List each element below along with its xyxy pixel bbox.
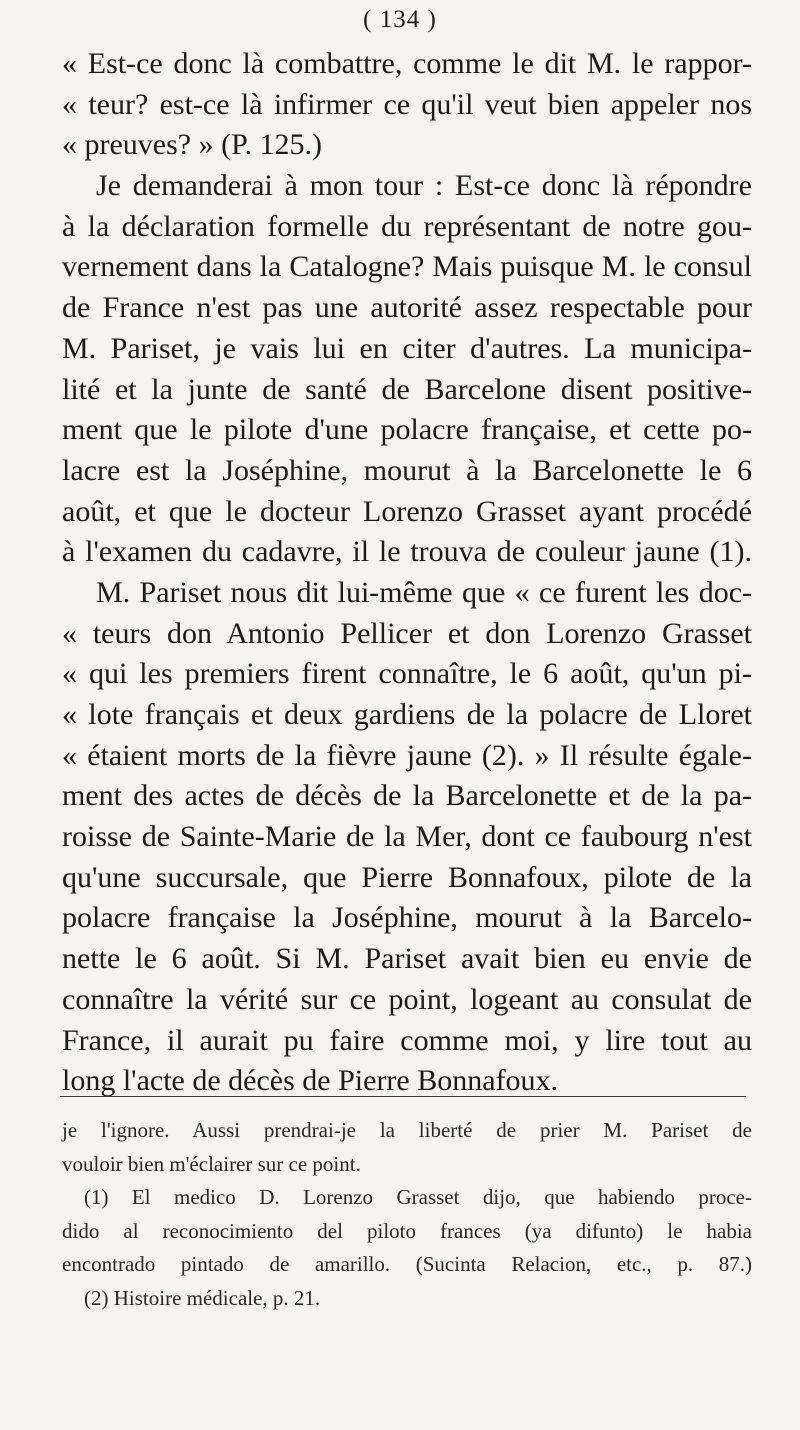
text-line: lacre est la Joséphine, mourut à la Barcelonette le 6	[62, 453, 752, 487]
text-line: M. Pariset, je vais lui en citer d'autres. La municipa-	[62, 331, 752, 365]
text-line: polacre française la Joséphine, mourut à la Barcelo-	[62, 901, 752, 935]
main-text	[62, 44, 752, 1102]
text-line: lité et la junte de santé de Barcelone disent positive-	[62, 372, 752, 406]
text-line: connaître la vérité sur ce point, logeant au consulat de	[62, 982, 752, 1016]
text-line: France, il aurait pu faire comme moi, y lire tout au	[62, 1023, 752, 1057]
text-line: nette le 6 août. Si M. Pariset avait bien eu envie de	[62, 942, 752, 976]
footnote-line: je l'ignore. Aussi prendrai-je la liberté de prier M. Pariset de	[62, 1118, 752, 1142]
text-line: « teurs don Antonio Pellicer et don Lorenzo Grasset	[62, 616, 752, 650]
text-line: à l'examen du cadavre, il le trouva de couleur jaune (1).	[62, 535, 752, 569]
text-line: « preuves? » (P. 125.)	[62, 128, 322, 162]
text-line: « lote français et deux gardiens de la polacre de Lloret	[62, 698, 752, 731]
text-line: « qui les premiers firent connaître, le 6 août, qu'un pi-	[62, 657, 752, 691]
footnote-line: dido al reconocimiento del piloto frances (ya difunto) le habia	[62, 1218, 752, 1243]
footnotes	[62, 1114, 752, 1315]
text-line: Je demanderai à mon tour : Est-ce donc là répondre	[96, 169, 752, 203]
footnote-line: (1) El medico D. Lorenzo Grasset dijo, que habiendo proce-	[84, 1185, 752, 1209]
text-line: « étaient morts de la fièvre jaune (2). » Il résulte égale-	[62, 738, 752, 772]
text-line: qu'une succursale, que Pierre Bonnafoux, pilote de la	[62, 860, 752, 894]
text-line: long l'acte de décès de Pierre Bonnafoux.	[62, 1064, 559, 1098]
footnote-line: encontrado pintado de amarillo. (Sucinta Relacion, etc., p. 87.)	[62, 1252, 752, 1276]
footnote-line: vouloir bien m'éclairer sur ce point.	[62, 1151, 361, 1176]
footnote-divider	[60, 1096, 746, 1097]
text-line: M. Pariset nous dit lui-même que « ce furent les doc-	[96, 575, 752, 609]
text-line: vernement dans la Catalogne? Mais puisque M. le consul	[62, 250, 752, 284]
text-line: « teur? est-ce là infirmer ce qu'il veut bien appeler nos	[62, 87, 752, 121]
text-line: « Est-ce donc là combattre, comme le dit M. le rappor-	[62, 47, 752, 80]
text-line: roisse de Sainte-Marie de la Mer, dont ce faubourg n'est	[62, 820, 752, 854]
text-line: août, et que le docteur Lorenzo Grasset ayant procédé	[62, 494, 752, 528]
page-number: ( 134 )	[363, 6, 437, 33]
text-line: à la déclaration formelle du représentant de notre gou-	[62, 209, 752, 243]
text-line: ment des actes de décès de la Barcelonette et de la pa-	[62, 779, 752, 813]
text-line: ment que le pilote d'une polacre française, et cette po-	[62, 413, 752, 447]
footnote-line: (2) Histoire médicale, p. 21.	[84, 1285, 321, 1310]
text-line: de France n'est pas une autorité assez respectable pour	[62, 291, 752, 325]
